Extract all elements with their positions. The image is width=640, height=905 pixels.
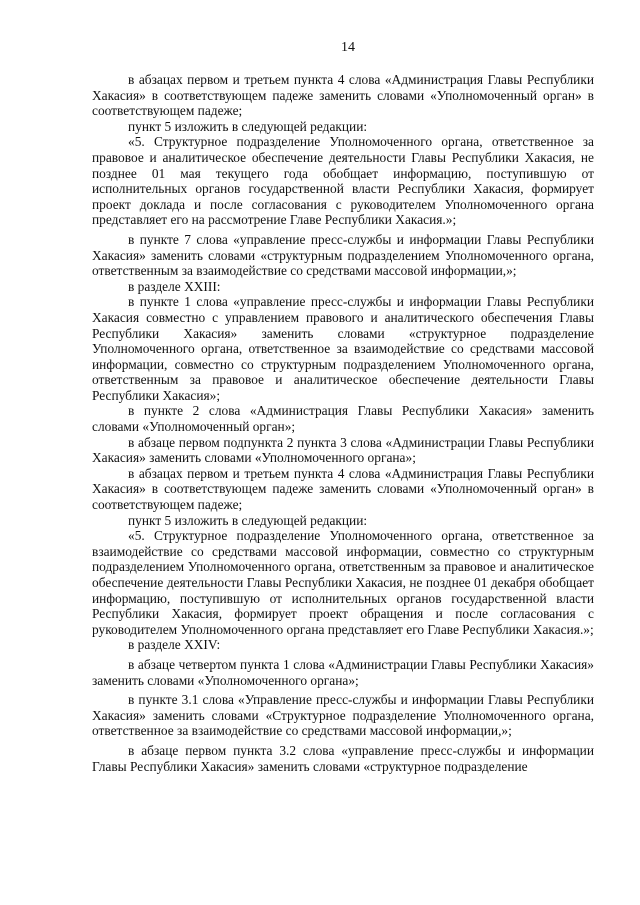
paragraph: в разделе XXIII: — [128, 278, 221, 294]
paragraph: в абзаце первом подпункта 2 пункта 3 слова «Администрации Главы Республики Хакасия» заменить словами «Уполномоченного органа»; — [92, 434, 594, 466]
paragraph: в абзаце четвертом пункта 1 слова «Администрации Главы Республики Хакасия» заменить словами «Уполномоченного органа»; — [92, 656, 594, 688]
paragraph: в пункте 2 слова «Администрация Главы Республики Хакасия» заменить словами «Уполномоченный орган»; — [92, 403, 594, 435]
paragraph: пункт 5 изложить в следующей редакции: — [128, 118, 368, 134]
page-number: 14 — [341, 40, 355, 55]
paragraph: в пункте 7 слова «управление пресс-службы и информации Главы Республики Хакасия» заменить словами «структурным подразделением Уполномоченного органа, ответственным за взаимодействие со средствами массовой информации,»; — [92, 231, 594, 279]
paragraph: в абзацах первом и третьем пункта 4 слова «Администрация Главы Республики Хакасия» в соответствующем падеже заменить словами «Уполномоченный орган» в соответствующем падеже; — [92, 72, 594, 119]
paragraph: «5. Структурное подразделение Уполномоченного органа, ответственное за правовое и аналитическое обеспечение деятельности Главы Республики Хакасия, не позднее 01 мая текущего года обобщает информацию, поступившую от исполнительных органов государственной власти Республики Хакасия, формирует проект доклада и после согласования с руководителем Уполномоченного органа представляет его на рассмотрение Главе Республики Хакасия.»; — [92, 134, 594, 228]
paragraph: в абзаце первом пункта 3.2 слова «управление пресс-службы и информации Главы Республики Хакасия» заменить словами «структурное подразделение — [92, 742, 594, 774]
paragraph: в разделе XXIV: — [128, 637, 221, 653]
paragraph: пункт 5 изложить в следующей редакции: — [128, 512, 368, 528]
paragraph: в пункте 3.1 слова «Управление пресс-службы и информации Главы Республики Хакасия» заменить словами «Структурное подразделение Уполномоченного органа, ответственное за взаимодействие со средствами массовой информации,»; — [92, 692, 594, 739]
paragraph: в абзацах первом и третьем пункта 4 слова «Администрация Главы Республики Хакасия» в соответствующем падеже заменить словами «Уполномоченный орган» в соответствующем падеже; — [92, 465, 594, 513]
paragraph: в пункте 1 слова «управление пресс-службы и информации Главы Республики Хакасия совместно с управлением правового и аналитического обеспечения Главы Республики Хакасия» заменить словами «структурное подразделение Уполномоченного органа, ответственное за взаимодействие со средствами массовой информации, совместно со структурным подразделением Уполномоченного органа, ответственным за правовое и аналитическое обеспечение деятельности Главы Республики Хакасия»; — [92, 294, 594, 403]
paragraph: «5. Структурное подразделение Уполномоченного органа, ответственное за взаимодействие со средствами массовой информации, совместно со структурным подразделением Уполномоченного органа, ответственным за правовое и аналитическое обеспечение деятельности Главы Республики Хакасия, не позднее 01 декабря обобщает информацию, поступившую от исполнительных органов государственной власти Республики Хакасия, формирует проект обращения и после согласования с руководителем Уполномоченного органа представляет его Главе Республики Хакасия.»; — [92, 528, 594, 637]
